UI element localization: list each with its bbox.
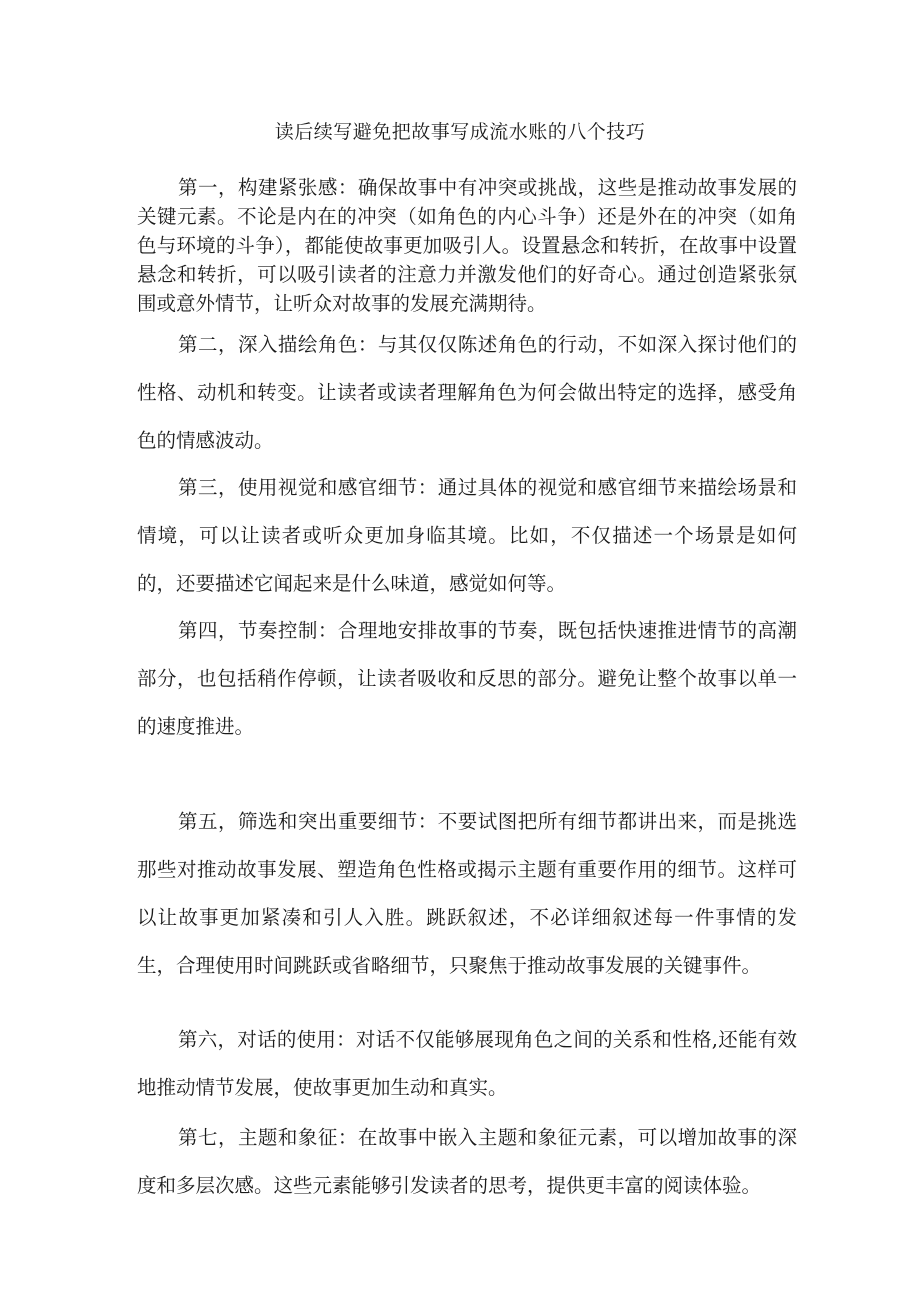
paragraph-theme-symbolism: 第七，主题和象征：在故事中嵌入主题和象征元素，可以增加故事的深度和多层次感。这些元素能够引发读者的思考，提供更丰富的阅读体验。: [137, 1126, 797, 1197]
document-title: 读后续写避免把故事写成流水账的八个技巧: [274, 121, 646, 143]
paragraph-dialogue-use: 第六，对话的使用：对话不仅能够展现角色之间的关系和性格,还能有效地推动情节发展，使故事更加生动和真实。: [137, 1028, 797, 1099]
paragraph-building-tension: 第一，构建紧张感：确保故事中有冲突或挑战，这些是推动故事发展的关键元素。不论是内在的冲突（如角色的内心斗争）还是外在的冲突（如角色与环境的斗争），都能使故事更加吸引人。设置悬念和转折，在故事中设置悬念和转折，可以吸引读者的注意力并激发他们的好奇心。通过创造紧张氛围或意外情节，让听众对故事的发展充满期待。: [137, 176, 797, 315]
paragraph-pacing-control: 第四，节奏控制：合理地安排故事的节奏，既包括快速推进情节的高潮部分，也包括稍作停顿，让读者吸收和反思的部分。避免让整个故事以单一的速度推进。: [137, 619, 797, 738]
paragraph-select-key-details: 第五，筛选和突出重要细节：不要试图把所有细节都讲出来，而是挑选那些对推动故事发展、塑造角色性格或揭示主题有重要作用的细节。这样可以让故事更加紧凑和引人入胜。跳跃叙述，不必详细叙述每一件事情的发生，合理使用时间跳跃或省略细节，只聚焦于推动故事发展的关键事件。: [137, 810, 797, 977]
paragraph-character-depiction: 第二，深入描绘角色：与其仅仅陈述角色的行动，不如深入探讨他们的性格、动机和转变。让读者或读者理解角色为何会做出特定的选择，感受角色的情感波动。: [137, 333, 797, 452]
paragraph-sensory-details: 第三，使用视觉和感官细节：通过具体的视觉和感官细节来描绘场景和情境，可以让读者或听众更加身临其境。比如，不仅描述一个场景是如何的，还要描述它闻起来是什么味道，感觉如何等。: [137, 476, 797, 595]
